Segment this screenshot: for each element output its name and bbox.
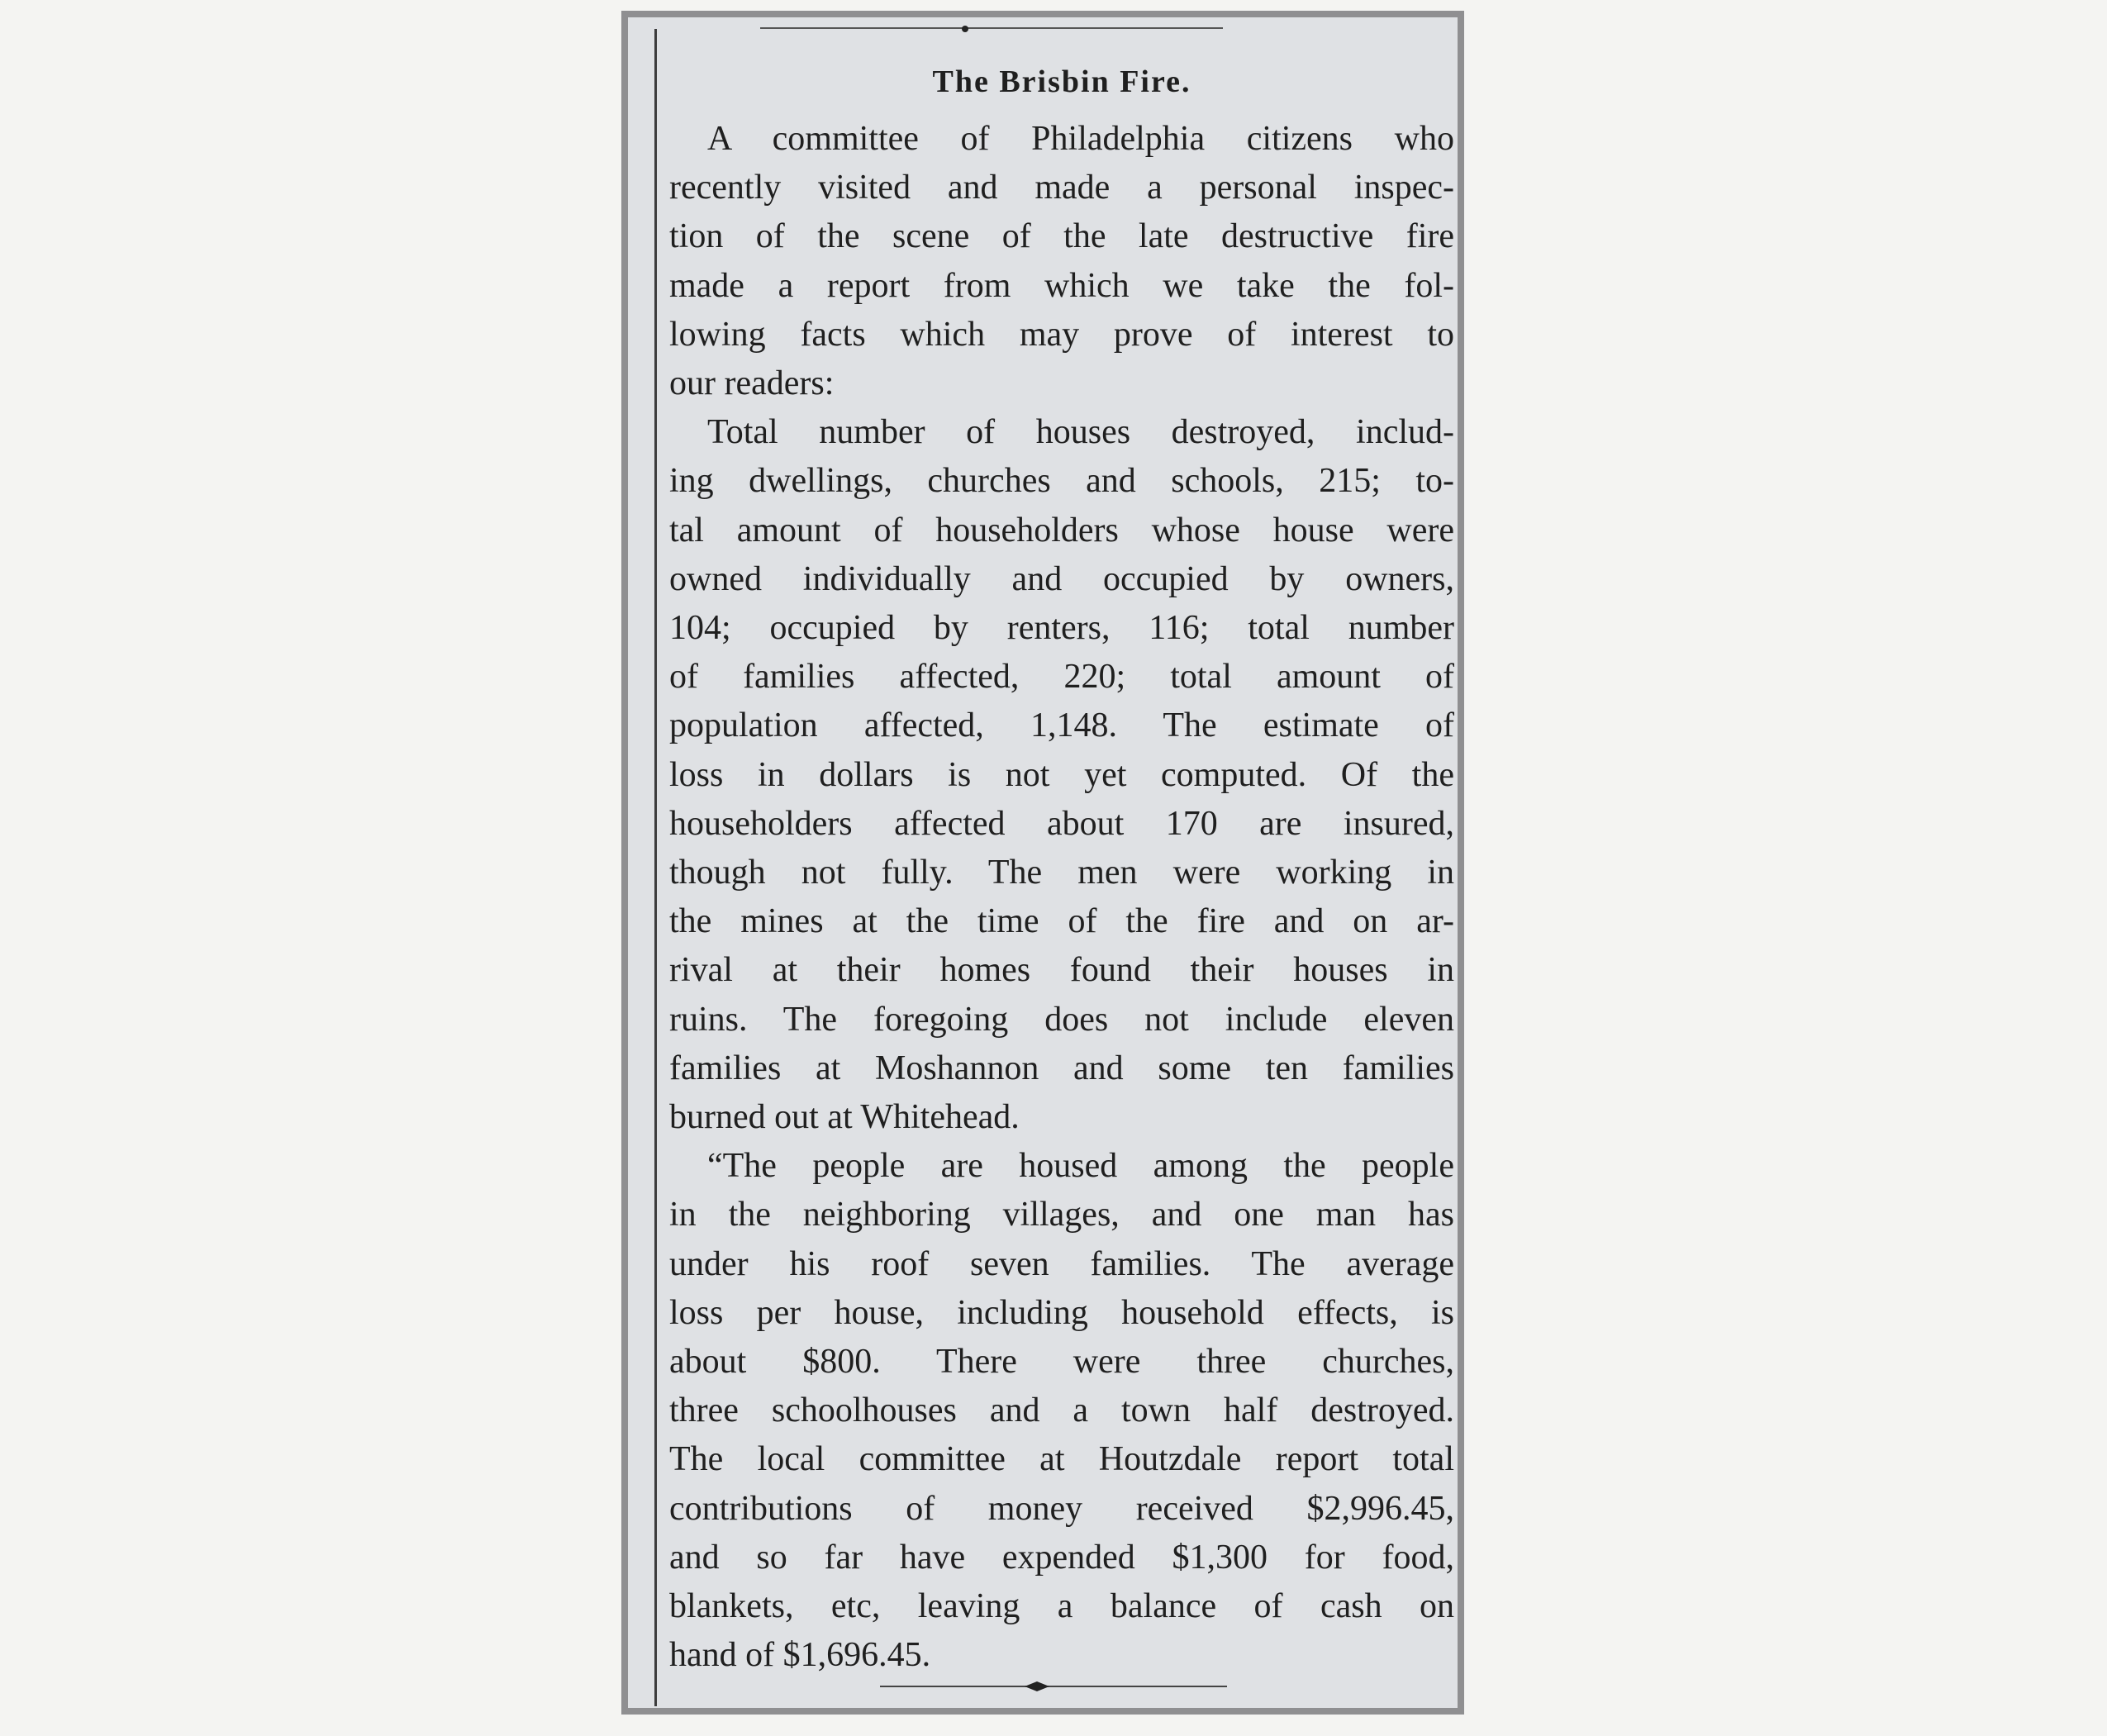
article-line: A committee of Philadelphia citizens who — [707, 120, 1454, 158]
article-line: 104; occupied by renters, 116; total number — [669, 609, 1454, 648]
article-line: tion of the scene of the late destructive fire — [669, 217, 1454, 256]
article-line: hand of $1,696.45. — [669, 1636, 931, 1675]
article-line: burned out at Whitehead. — [669, 1098, 1020, 1137]
top-ornament — [760, 24, 1223, 34]
article-line: The local committee at Houtzdale report total — [669, 1440, 1454, 1479]
article-line: lowing facts which may prove of interest to — [669, 315, 1454, 354]
article-line: the mines at the time of the fire and on ar- — [669, 902, 1454, 941]
article-paragraph-3 — [669, 1142, 1454, 1680]
article-line: under his roof seven families. The average — [669, 1244, 1454, 1283]
article-line: householders affected about 170 are insured, — [669, 804, 1454, 843]
article-line: loss in dollars is not yet computed. Of the — [669, 755, 1454, 794]
article-line: though not fully. The men were working in — [669, 854, 1454, 892]
article-line: ruins. The foregoing does not include eleven — [669, 1000, 1454, 1039]
newspaper-clipping — [621, 11, 1464, 1715]
article-line: loss per house, including household effects, is — [669, 1293, 1454, 1332]
column-rule — [654, 29, 657, 1706]
article-line: ing dwellings, churches and schools, 215; to- — [669, 462, 1454, 501]
article-line: tal amount of householders whose house were — [669, 511, 1454, 549]
bottom-ornament — [880, 1680, 1227, 1693]
article-line: and so far have expended $1,300 for food, — [669, 1538, 1454, 1577]
article-line: our readers: — [669, 364, 835, 403]
article-paragraph-2 — [669, 408, 1454, 1142]
article-line: rival at their homes found their houses in — [669, 951, 1454, 990]
article-line: contributions of money received $2,996.45, — [669, 1489, 1454, 1528]
article-line: three schoolhouses and a town half destroyed. — [669, 1391, 1454, 1430]
article-line: population affected, 1,148. The estimate of — [669, 706, 1454, 745]
article-line: blankets, etc, leaving a balance of cash on — [669, 1587, 1454, 1626]
article-line: about $800. There were three churches, — [669, 1343, 1454, 1382]
article-headline: The Brisbin Fire. — [932, 64, 1191, 99]
article-line: Total number of houses destroyed, includ- — [707, 413, 1454, 452]
article-line: of families affected, 220; total amount of — [669, 658, 1454, 697]
article-line: families at Moshannon and some ten families — [669, 1049, 1454, 1087]
article-line: in the neighboring villages, and one man has — [669, 1196, 1454, 1234]
article-line: “The people are housed among the people — [707, 1147, 1454, 1186]
article-line: owned individually and occupied by owners, — [669, 559, 1454, 598]
article-paragraph-1 — [669, 115, 1454, 408]
article-line: recently visited and made a personal inspec- — [669, 169, 1454, 207]
article-line: made a report from which we take the fol- — [669, 266, 1454, 305]
newspaper-article — [669, 40, 1454, 1685]
